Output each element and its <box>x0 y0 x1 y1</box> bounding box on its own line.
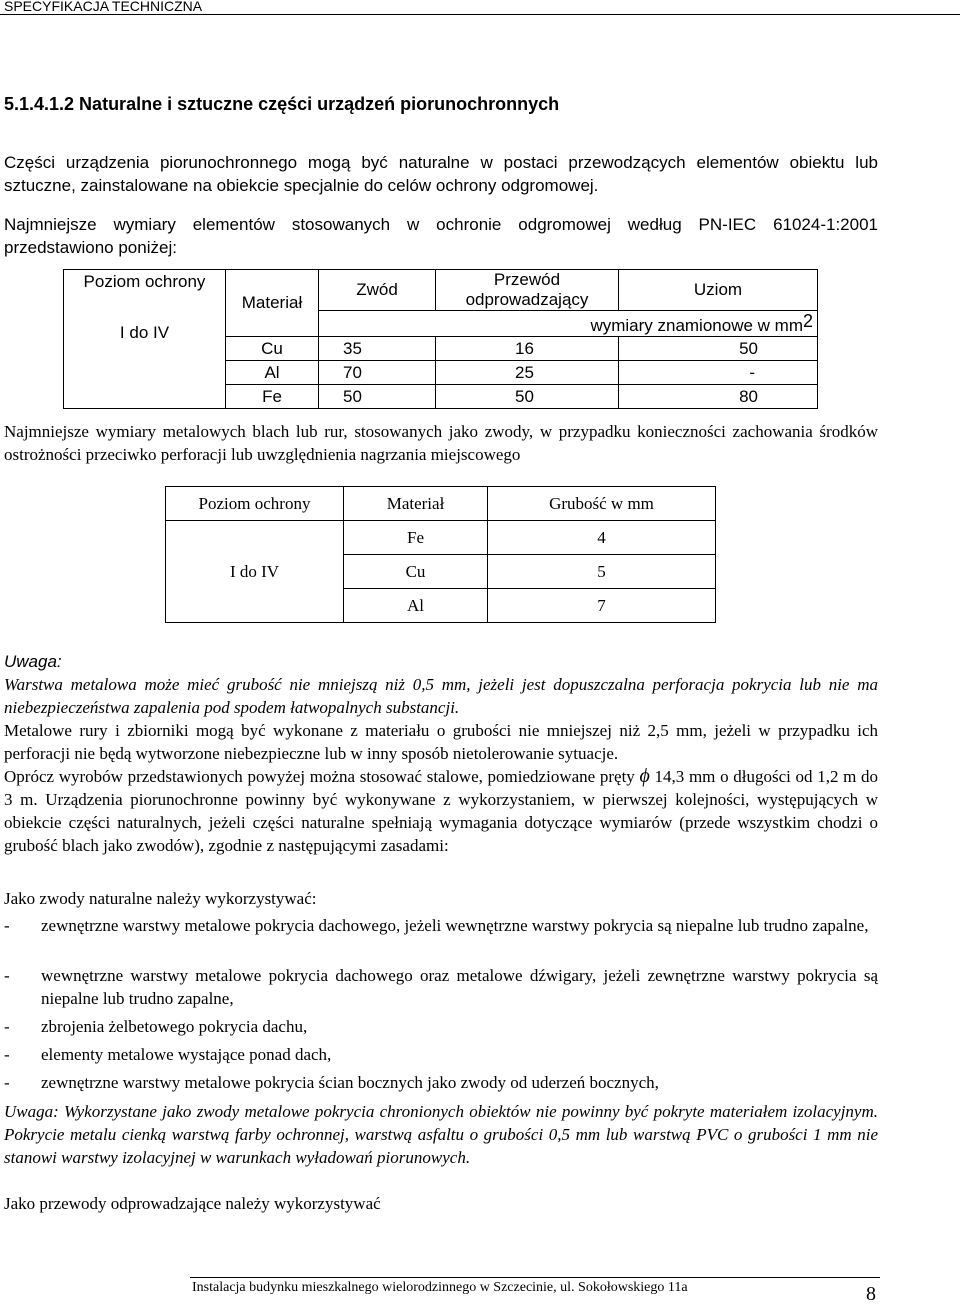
t2-header-thickness: Grubość w mm <box>488 487 716 521</box>
footer-rule <box>190 1277 880 1278</box>
list-dash: - <box>4 1073 10 1092</box>
section-heading: 5.1.4.1.2 Naturalne i sztuczne części urządzeń piorunochronnych <box>4 94 560 114</box>
t1-cell-conductor: 16 <box>436 337 619 361</box>
t2-level-value: I do IV <box>166 521 344 623</box>
table-row <box>166 521 716 555</box>
list-item <box>4 1043 878 1066</box>
note2-paragraph: Uwaga: Wykorzystane jako zwody metalowe pokrycia chronionych obiektów nie powinny być pokryte materiałem izolacyjnym. Pokrycie metalu cienką warstwą farby ochronnej, warstwą asfaltu o grubości 0,5 mm lub warstwą PVC o grubości 1 mm nie stanowi warstwy izolacyjnej w warunkach wyładowań piorunowych. <box>4 1102 878 1167</box>
note1-label: Uwaga: <box>4 652 62 671</box>
t1-subheader-text: wymiary znamionowe w mm <box>590 316 803 335</box>
diameter-symbol: ϕ <box>639 765 650 787</box>
t1-cell-material: Fe <box>226 385 319 409</box>
t1-cell-conductor: 50 <box>436 385 619 409</box>
list-item-text: zewnętrzne warstwy metalowe pokrycia ścian bocznych jako zwody od uderzeń bocznych, <box>41 1073 659 1092</box>
t1-header-zwod: Zwód <box>319 270 436 311</box>
t1-cell-zwod: 50 <box>319 385 436 409</box>
t1-level-value: I do IV <box>119 323 170 342</box>
list-dash: - <box>4 966 10 985</box>
list-dash: - <box>4 1017 10 1036</box>
list-item-text: elementy metalowe wystające ponad dach, <box>41 1045 332 1064</box>
t1-subheader-sup: 2 <box>802 311 813 331</box>
table2-intro: Najmniejsze wymiary metalowych blach lub rur, stosowanych jako zwody, w przypadku konieczności zachowania środków ostrożności przeciwko perforacji lub uwzględnienia nagrzania miejscowego <box>4 422 878 464</box>
t2-cell-thickness: 7 <box>488 589 716 623</box>
t1-cell-earth: 80 <box>619 385 818 409</box>
rods-text-before: Oprócz wyrobów przedstawionych powyżej można stosować stalowe, pomiedziowane pręty <box>4 767 635 786</box>
t2-header-level: Poziom ochrony <box>166 487 344 521</box>
list-item <box>4 914 878 937</box>
t1-header-earth: Uziom <box>619 270 818 311</box>
t1-cell-material: Al <box>226 361 319 385</box>
t1-cell-zwod: 70 <box>319 361 436 385</box>
intro-paragraph: Części urządzenia piorunochronnego mogą być naturalne w postaci przewodzących elementów obiektu lub sztuczne, zainstalowane na obiekcie specjalnie do celów ochrony odgromowej. <box>4 153 878 195</box>
list-item-text: zbrojenia żelbetowego pokrycia dachu, <box>41 1017 308 1036</box>
header-rule <box>0 14 960 15</box>
t2-header-material: Materiał <box>344 487 488 521</box>
t1-header-conductor: Przewód odprowadzający <box>436 270 619 311</box>
t2-cell-material: Cu <box>344 555 488 589</box>
t1-cell-earth: - <box>619 361 818 385</box>
rods-text-after: 14,3 mm o długości od 1,2 m do 3 m. Urządzenia piorunochronne powinny być wykonywane z wykorzystaniem, w pierwszej kolejności, występujących w obiekcie części naturalnych, jeżeli części naturalne spełniają wymagania dotyczące wymiarów (przede wszystkim chodzi o grubość blach jako zwodów), zgodnie z następującymi zasadami: <box>4 767 879 855</box>
document-header-label: SPECYFIKACJA TECHNICZNA <box>4 0 203 14</box>
t1-header-material: Materiał <box>226 270 319 337</box>
list-item <box>4 1071 878 1094</box>
natural-conductors-intro: Jako zwody naturalne należy wykorzystywać: <box>4 889 317 908</box>
list-item-text: wewnętrzne warstwy metalowe pokrycia dachowego oraz metalowe dźwigary, jeżeli zewnętrzne warstwy pokrycia są niepalne lub trudno zapalne, <box>41 966 878 1008</box>
sheet-thickness-table <box>165 486 716 623</box>
t1-level-cell <box>64 270 226 409</box>
t1-cell-material: Cu <box>226 337 319 361</box>
t1-header-level: Poziom ochrony <box>83 272 206 291</box>
table1-intro: Najmniejsze wymiary elementów stosowanych w ochronie odgromowej według PN-IEC 61024-1:2001 przedstawiono poniżej: <box>4 215 878 257</box>
min-dimensions-table <box>63 269 818 409</box>
t1-cell-zwod: 35 <box>319 337 436 361</box>
note1-text: Warstwa metalowa może mieć grubość nie mniejszą niż 0,5 mm, jeżeli jest dopuszczalna perforacja pokrycia lub nie ma niebezpieczeństwa zapalenia pod spodem łatwopalnych substancji. <box>4 675 878 717</box>
list-item-text: zewnętrzne warstwy metalowe pokrycia dachowego, jeżeli wewnętrzne warstwy pokrycia są niepalne lub trudno zapalne, <box>41 916 869 935</box>
list-item <box>4 1015 878 1038</box>
conductors-intro: Jako przewody odprowadzające należy wykorzystywać <box>4 1194 381 1213</box>
t2-cell-thickness: 5 <box>488 555 716 589</box>
footer-text: Instalacja budynku mieszkalnego wielorodzinnego w Szczecinie, ul. Sokołowskiego 11a <box>192 1280 688 1295</box>
page-number: 8 <box>866 1283 876 1305</box>
t2-cell-material: Al <box>344 589 488 623</box>
list-item <box>4 964 878 1010</box>
list-dash: - <box>4 1045 10 1064</box>
t1-cell-conductor: 25 <box>436 361 619 385</box>
t2-cell-material: Fe <box>344 521 488 555</box>
t1-subheader <box>319 311 818 337</box>
pipes-paragraph: Metalowe rury i zbiorniki mogą być wykonane z materiału o grubości nie mniejszej niż 2,5 mm, jeżeli w przypadku ich perforacji nie będą wytworzone niebezpieczne lub w inny sposób nietolerowanie sytuacje. <box>4 721 878 763</box>
t1-cell-earth: 50 <box>619 337 818 361</box>
rods-paragraph <box>4 765 878 857</box>
t2-cell-thickness: 4 <box>488 521 716 555</box>
list-dash: - <box>4 916 10 935</box>
